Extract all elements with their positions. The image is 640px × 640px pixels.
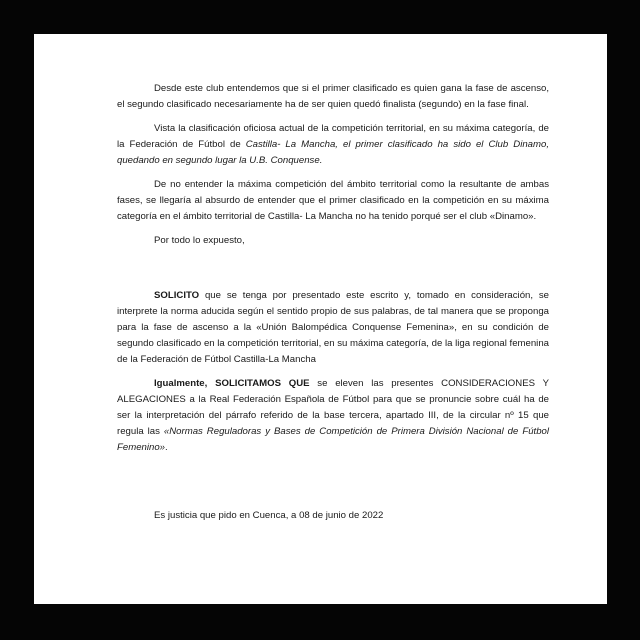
paragraph-justicia xyxy=(117,508,549,524)
paragraph-solicitamos-end: . xyxy=(165,442,168,453)
paragraph-clasificacion xyxy=(117,121,549,169)
paragraph-justicia-text: Es justicia que pido en Cuenca, a 08 de junio de 2022 xyxy=(154,510,384,521)
solicitamos-heading: SOLICITAMOS QUE xyxy=(215,378,310,389)
paragraph-solicitamos xyxy=(117,376,549,456)
solicitamos-lead: Igualmente, xyxy=(154,378,216,389)
paragraph-absurdo-text: De no entender la máxima competición del ámbito territorial como la resultante de ambas fases, se llegaría al absurdo de entender que el primer clasificado en la competición en su máxima categoría en el ámbito territorial de Castilla- La Mancha no ha tenido porqué ser el club «Dinamo». xyxy=(117,179,549,222)
paragraph-solicito xyxy=(117,288,549,368)
paragraph-solicito-text: que se tenga por presentado este escrito y, tomado en consideración, se interprete la norma aducida según el sentido propio de sus palabras, de tal manera que se proponga para la fase de ascenso a la «Unión Balompédica Conquense Femenina», en su condición de segundo clasificado en la competición territorial, en su máxima categoría, de la liga regional femenina de la Federación de Fútbol Castilla-La Mancha xyxy=(117,290,549,365)
paragraph-solicitamos-text: se eleven las presentes CONSIDERACIONES Y ALEGACIONES a la Real Federación Española de Fútbol para que se pronuncie sobre cuál ha de ser la interpretación del párrafo referido de la base tercera, apartado III, de la circular nº 15 que regula las xyxy=(117,378,549,437)
document-page xyxy=(34,34,607,604)
paragraph-expuesto xyxy=(117,233,549,249)
paragraph-ascenso-text: Desde este club entendemos que si el primer clasificado es quien gana la fase de ascenso, el segundo clasificado necesariamente ha de ser quien quedó finalista (segundo) en la fase final. xyxy=(117,83,549,110)
solicito-heading: SOLICITO xyxy=(154,290,200,301)
paragraph-clasificacion-text: Vista la clasificación oficiosa actual de la competición territorial, en su máxima categoría, de la Federación de Fútbol de xyxy=(117,123,549,150)
paragraph-ascenso xyxy=(117,81,549,113)
paragraph-clasificacion-italic: Castilla- La Mancha, el primer clasificado ha sido el Club Dinamo, quedando en segundo lugar la U.B. Conquense. xyxy=(117,139,549,166)
paragraph-absurdo xyxy=(117,177,549,225)
normas-title: «Normas Reguladoras y Bases de Competición de Primera División Nacional de Fútbol Femenino» xyxy=(117,426,549,453)
paragraph-expuesto-text: Por todo lo expuesto, xyxy=(154,235,245,246)
